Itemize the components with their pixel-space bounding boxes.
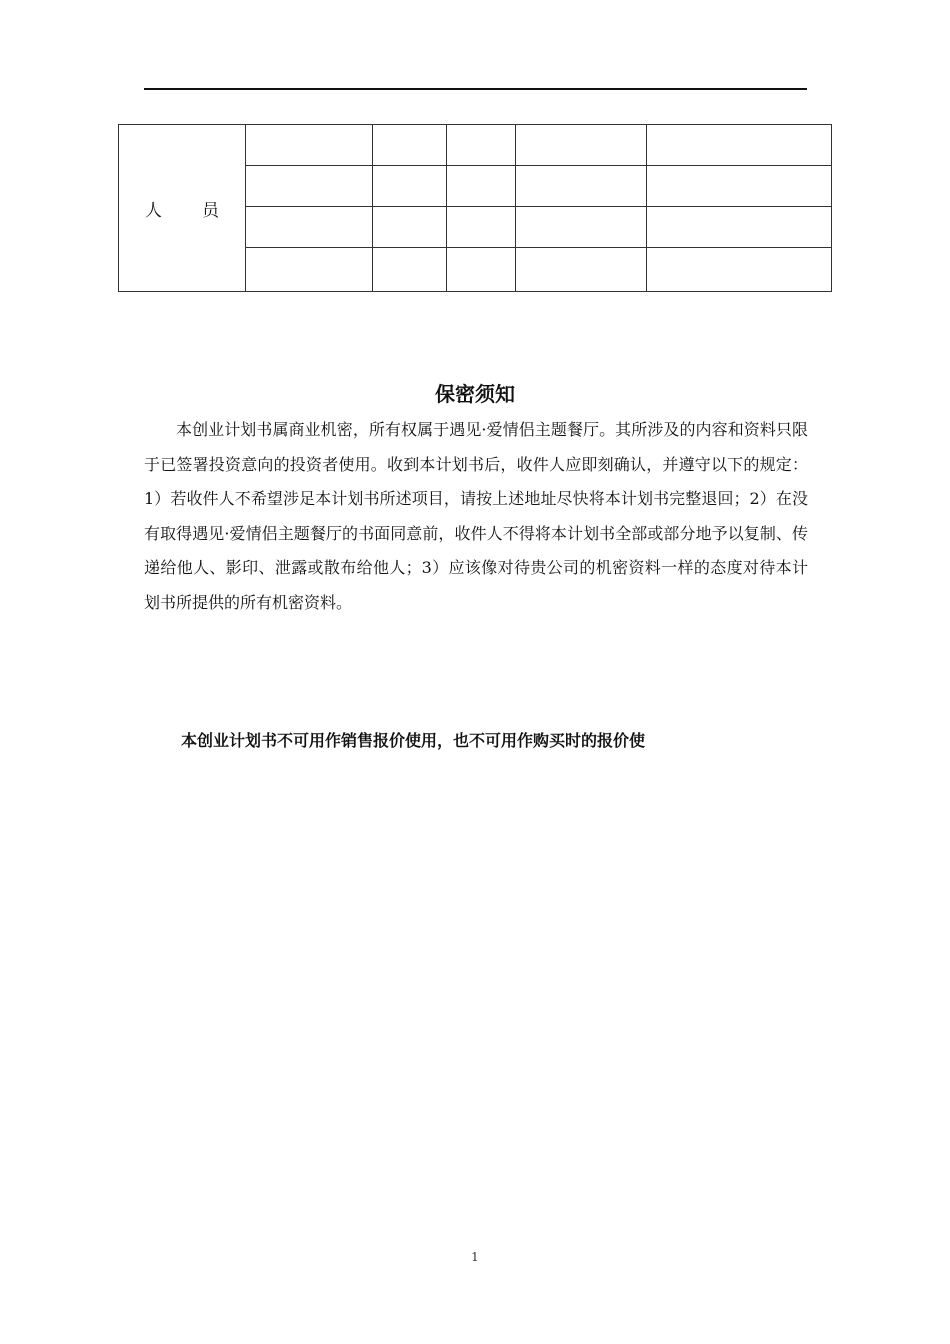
- table-cell: [447, 248, 516, 292]
- table-cell: [447, 207, 516, 248]
- table-cell: [246, 248, 373, 292]
- table-cell: [246, 166, 373, 207]
- header-rule: [144, 88, 807, 90]
- table-cell: [516, 125, 647, 166]
- notice-body: 本创业计划书属商业机密，所有权属于遇见·爱情侣主题餐厅。其所涉及的内容和资料只限于已签署投资意向的投资者使用。收到本计划书后，收件人应即刻确认，并遵守以下的规定：1）若收件人不希望涉足本计划书所述项目，请按上述地址尽快将本计划书完整退回；2）在没有取得遇见·爱情侣主题餐厅的书面同意前，收件人不得将本计划书全部或部分地予以复制、传递给他人、影印、泄露或散布给他人；3）应该像对待贵公司的机密资料一样的态度对待本计划书所提供的所有机密资料。: [144, 420, 808, 612]
- table-cell: [246, 125, 373, 166]
- notice-title: 保密须知: [435, 382, 515, 406]
- table-cell: [516, 248, 647, 292]
- table-cell: [647, 207, 832, 248]
- personnel-label-cell: [119, 125, 259, 292]
- bold-statement: 本创业计划书不可用作销售报价使用，也不可用作购买时的报价使: [181, 731, 646, 750]
- personnel-table: [118, 124, 832, 292]
- table-cell: [647, 125, 832, 166]
- table-cell: [516, 166, 647, 207]
- page-number: 1: [471, 1250, 479, 1264]
- table-cell: [373, 248, 447, 292]
- table-cell: [246, 207, 373, 248]
- table-cell: [373, 166, 447, 207]
- table-cell: [447, 125, 516, 166]
- table-cell: [447, 166, 516, 207]
- personnel-label: 人员: [145, 200, 259, 221]
- table-cell: [647, 166, 832, 207]
- table-cell: [647, 248, 832, 292]
- table-cell: [373, 207, 447, 248]
- table-cell: [516, 207, 647, 248]
- table-row: [119, 125, 832, 166]
- table-cell: [373, 125, 447, 166]
